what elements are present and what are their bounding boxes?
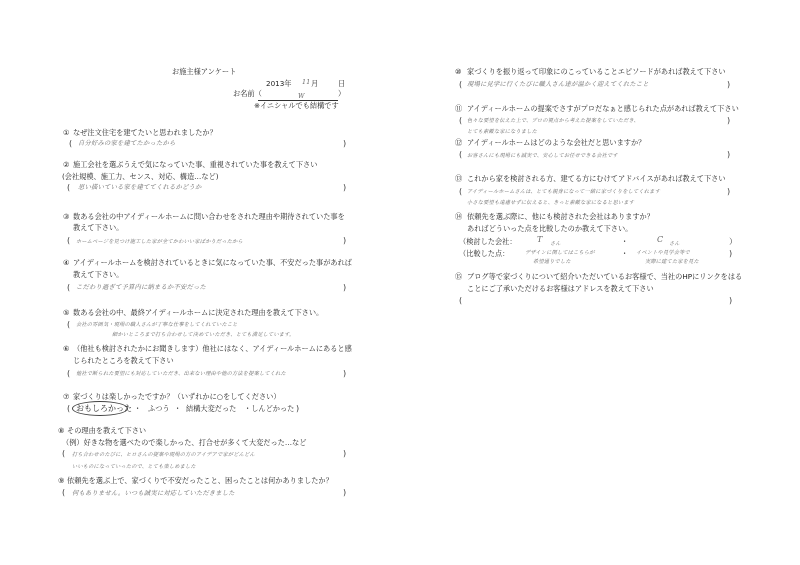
q11-close-paren: ): [727, 116, 731, 125]
q11-answer-2: とても素敵な家になりました: [467, 129, 538, 135]
q10-answer: 現場に見学に行くたびに職人さん達が温かく迎えてくれたこと: [467, 81, 649, 88]
q6-close-paren: ): [343, 369, 347, 378]
q10-text: 家づくりを振り返って印象にのこっていることエピソードがあれば教えて下さい: [467, 67, 726, 76]
q8-number: ⑧: [58, 426, 65, 435]
q13-open-paren: (: [459, 187, 463, 196]
q13-answer: アイディールホームさんは、とても親身になって一緒に家づくりをしてくれます: [467, 189, 660, 195]
q5-answer: 会社の雰囲気・現場の職人さんが丁寧な仕事をしてくれていたこと: [76, 322, 238, 328]
compare-point-1: デザインに関してはこちらが: [525, 250, 595, 256]
q10-number: ⑩: [455, 67, 462, 76]
q7-number: ⑦: [63, 392, 70, 401]
q1-answer: 自分好みの家を建てたかったから: [78, 140, 176, 147]
option-sep-1: ・: [134, 404, 142, 413]
date-month-unit: 月: [311, 79, 319, 88]
option-normal[interactable]: ふつう: [148, 404, 170, 413]
q9-answer: 何もありません。いつも誠実に対応していただきました: [72, 490, 235, 497]
q9-number: ⑨: [58, 476, 65, 485]
option-sep-2: ・: [174, 404, 182, 413]
date-month-value: 11: [302, 79, 311, 86]
q9-text: 依頼先を選ぶ上で、家づくりで不安だったこと、困ったことは何かありましたか？: [67, 476, 333, 485]
compare-point-1-b: 希望通りでした: [533, 259, 571, 265]
q13-close-paren: ): [727, 187, 731, 196]
date-day-unit: 日: [338, 79, 346, 88]
q4-text-2: 教えて下さい。: [73, 270, 124, 279]
q15-text-2: ことにご了承いただけるお客様はアドレスを教えて下さい: [467, 284, 654, 293]
q8-open-paren: (: [62, 449, 66, 458]
q5-text: 数ある会社の中、最終アイディールホームに決定された理由を教えて下さい。: [73, 308, 324, 317]
q10-open-paren: (: [459, 80, 463, 89]
q15-close-paren: ): [729, 296, 733, 305]
q13-number: ⑬: [455, 174, 463, 183]
q14-text: 依頼先を選ぶ際に、他にも検討された会社はありますか？: [467, 212, 654, 221]
compare-points-label: （比較した点：: [459, 249, 510, 258]
compare-point-2-b: 実際に建てた家を見た: [645, 259, 699, 265]
q6-open-paren: (: [67, 369, 71, 378]
compare-company-2-san: さん: [669, 241, 680, 247]
option-tough[interactable]: ・しんどかった: [244, 404, 295, 413]
q8-text: その理由を教えて下さい: [67, 426, 147, 435]
q4-text: アイディールホームを検討されているときに気になっていた事、不安だった事があれば: [73, 258, 352, 267]
q14-number: ⑭: [455, 212, 463, 221]
q5-open-paren: (: [67, 320, 71, 329]
q1-close-paren: ): [343, 139, 347, 148]
q11-text: アイディールホームの提案でさすがプロだなぁと感じられた点があれば教えて下さい: [467, 104, 739, 113]
q15-text: ブログ等で家づくりについて紹介いただいているお客様で、当社のHPにリンクをはる: [467, 272, 743, 281]
q15-number: ⑮: [455, 272, 463, 281]
q8-answer-2: いいものになっていったので、とても楽しめました: [72, 464, 196, 470]
q10-close-paren: ): [727, 80, 731, 89]
q8-close-paren: ): [343, 449, 347, 458]
compare-points-sep: ・: [621, 249, 629, 258]
q6-answer: 他社で断られた要望にも対応していただき、出来ない理由や他の方法を提案してくれた: [76, 371, 286, 377]
survey-title: お施主様アンケート: [172, 67, 237, 76]
initial-note: ※イニシャルでも結構です: [254, 101, 339, 110]
q1-open-paren: (: [69, 139, 73, 148]
q4-close-paren: ): [343, 283, 347, 292]
q8-text-2: （例）好きな物を選べたので楽しかった、打合せが多くて大変だった…など: [62, 438, 307, 447]
q7-open-paren: (: [67, 404, 71, 413]
compare-points-close: ): [729, 249, 733, 258]
date-year: 2013年: [266, 79, 292, 88]
q6-text: （他社も検討されたかにお聞きします）他社にはなく、アイディールホームにあると感: [73, 344, 352, 353]
compare-company-1-san: さん: [550, 241, 561, 247]
q1-text: なぜ注文住宅を建てたいと思われましたか？: [73, 128, 217, 137]
option-fun[interactable]: おもしろかった: [76, 404, 132, 413]
q15-open-paren: (: [459, 296, 463, 305]
q3-answer: ホームページを見つけ施工した家が全てかわいい家ばかりだったから: [76, 239, 243, 245]
q3-close-paren: ): [343, 236, 347, 245]
q1-number: ①: [63, 128, 70, 137]
compare-company-1: T: [537, 235, 543, 244]
q12-number: ⑫: [455, 138, 463, 147]
q2-text-2: (会社規模、施工力、センス、対応、構造…など): [62, 172, 219, 181]
q2-answer: 思い描いている家を建ててくれるかどうか: [78, 184, 202, 191]
q2-close-paren: ): [343, 183, 347, 192]
q14-text-2: あればどういった点を比較したのか教えて下さい。: [467, 224, 633, 233]
q7-text: 家づくりは楽しかったですか？（いずれかに○をしてください）: [73, 392, 281, 401]
q11-open-paren: (: [459, 116, 463, 125]
q2-number: ②: [63, 160, 70, 169]
q12-close-paren: ): [727, 150, 731, 159]
q13-text: これから家を検討される方、建てる方にむけてアドバイスがあれば教えて下さい: [467, 174, 726, 183]
compare-company-2: C: [657, 235, 664, 244]
q6-text-2: じられたところを教えて下さい: [73, 356, 174, 365]
q3-number: ③: [63, 212, 70, 221]
name-value: W: [298, 93, 305, 100]
q9-close-paren: ): [343, 488, 347, 497]
q11-answer: 色々な要望を伝えた上で、プロの視点から考えた提案をしていただき、: [467, 118, 640, 124]
q4-answer: こだわり過ぎて予算内に納まるか不安だった: [76, 284, 206, 291]
name-label: お名前（: [233, 89, 262, 98]
name-close: ）: [338, 89, 346, 98]
q3-text: 数ある会社の中アイディールホームに問い合わせをされた理由や期待されていた事を: [73, 212, 345, 221]
compare-company-label: （検討した会社：: [459, 237, 517, 246]
option-hard[interactable]: 結構大変だった: [186, 404, 237, 413]
q12-text: アイディールホームはどのような会社だと思いますか？: [467, 138, 646, 147]
q12-open-paren: (: [459, 150, 463, 159]
compare-sep: ・: [621, 237, 629, 246]
q8-answer: 打ち合わせのたびに、ヒロさんの提案や現場の方のアイデアで家がどんどん: [72, 452, 255, 458]
q5-number: ⑤: [63, 308, 70, 317]
q5-answer-2: 細かいところまで打ち合わせして決めていただき、とても満足しています。: [112, 332, 295, 338]
q13-answer-2: 小さな要望も遠慮せずに伝えると、きっと素敵な家になると思います: [467, 200, 635, 206]
compare-company-close: ）: [729, 237, 737, 246]
q6-number: ⑥: [63, 344, 70, 353]
q11-number: ⑪: [455, 104, 463, 113]
q3-text-2: 教えて下さい。: [73, 223, 124, 232]
q3-open-paren: (: [67, 236, 71, 245]
q4-number: ④: [63, 258, 70, 267]
q2-text: 施工会社を選ぶうえで気になっていた事、重視されていた事を教えて下さい: [73, 160, 318, 169]
q2-open-paren: (: [67, 183, 71, 192]
q12-answer: お客さんにも現場にも誠実で、安心してお任せできる会社です: [467, 153, 618, 159]
compare-point-2: イベントや見学会等で: [636, 250, 690, 256]
q9-open-paren: (: [62, 488, 66, 497]
q4-open-paren: (: [67, 283, 71, 292]
q7-close-paren: ): [296, 404, 300, 413]
